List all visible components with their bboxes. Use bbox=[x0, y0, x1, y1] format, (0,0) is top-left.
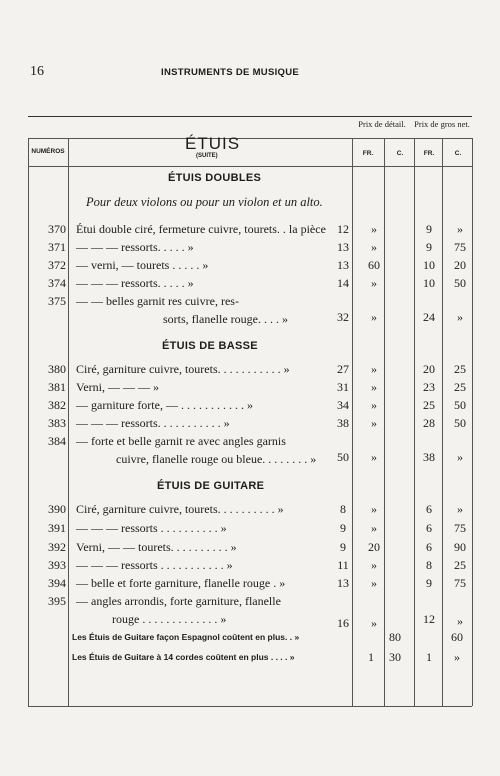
row-description: — garniture forte, — . . . . . . . . . . . » bbox=[76, 398, 253, 412]
page-title: ÉTUIS bbox=[185, 134, 241, 153]
price-gros-fr: 28 bbox=[423, 416, 435, 430]
note-espagnol-gros-c: 60 bbox=[451, 630, 463, 644]
row-number: 371 bbox=[48, 240, 66, 254]
note-14-cordes-gros-c: » bbox=[454, 650, 460, 664]
price-gros-fr: 6 bbox=[426, 521, 432, 535]
price-gros-c: 75 bbox=[454, 576, 466, 590]
table-row bbox=[28, 576, 472, 594]
col-fr2-header: FR. bbox=[423, 150, 435, 157]
price-detail-c: » bbox=[371, 416, 377, 430]
price-gros-c: 50 bbox=[454, 416, 466, 430]
price-detail-fr: 34 bbox=[337, 398, 349, 412]
row-number: 372 bbox=[48, 258, 66, 272]
table-header-bottom bbox=[28, 166, 472, 167]
row-description-continued: sorts, flanelle rouge. . . . » bbox=[163, 312, 288, 326]
price-detail-c: » bbox=[371, 310, 377, 324]
price-detail-c: » bbox=[371, 521, 377, 535]
row-number: 370 bbox=[48, 222, 66, 236]
row-description: Verni, — — — » bbox=[76, 380, 159, 394]
page-number: 16 bbox=[30, 64, 44, 79]
table-header-top bbox=[28, 138, 472, 139]
row-description: Verni, — — tourets. . . . . . . . . . » bbox=[76, 540, 237, 554]
row-number: 374 bbox=[48, 276, 66, 290]
price-gros-c: » bbox=[457, 222, 463, 236]
page-subtitle: (SUITE) bbox=[196, 153, 218, 159]
price-detail-c: » bbox=[371, 240, 377, 254]
price-detail-c: » bbox=[371, 276, 377, 290]
price-detail-fr: 9 bbox=[340, 521, 346, 535]
price-gros-fr: 38 bbox=[423, 450, 435, 464]
note-14-cordes-detail-fr: 1 bbox=[368, 650, 374, 664]
price-detail-fr: 38 bbox=[337, 416, 349, 430]
row-description: — angles arrondis, forte garniture, flanelle bbox=[76, 594, 281, 608]
price-gros-c: 20 bbox=[454, 258, 466, 272]
row-description: — — belles garnit res cuivre, res- bbox=[76, 294, 239, 308]
table-row bbox=[28, 398, 472, 416]
row-number: 390 bbox=[48, 502, 66, 516]
note-14-cordes-gros-fr: 1 bbox=[426, 650, 432, 664]
row-description-continued: rouge . . . . . . . . . . . . . » bbox=[112, 612, 227, 626]
price-detail-fr: 8 bbox=[340, 502, 346, 516]
row-description: — belle et forte garniture, flanelle rouge . » bbox=[76, 576, 286, 590]
table-row bbox=[28, 416, 472, 434]
table-row bbox=[28, 276, 472, 294]
price-detail-fr: 50 bbox=[337, 450, 349, 464]
col-numeros-header: NUMÉROS bbox=[31, 148, 65, 155]
price-detail-fr: 13 bbox=[337, 576, 349, 590]
price-detail-fr: 31 bbox=[337, 380, 349, 394]
note-14-cordes-detail-c: 30 bbox=[389, 650, 401, 664]
price-gros-fr: 10 bbox=[423, 276, 435, 290]
price-gros-header: Prix de gros net. bbox=[414, 119, 470, 129]
table-row bbox=[28, 540, 472, 558]
row-number: 394 bbox=[48, 576, 66, 590]
note-espagnol-detail-c: 80 bbox=[389, 630, 401, 644]
price-detail-c: » bbox=[371, 502, 377, 516]
price-gros-fr: 9 bbox=[426, 240, 432, 254]
price-detail-fr: 14 bbox=[337, 276, 349, 290]
price-gros-c: 75 bbox=[454, 521, 466, 535]
row-number: 395 bbox=[48, 594, 66, 608]
running-title: INSTRUMENTS DE MUSIQUE bbox=[161, 67, 300, 78]
price-gros-c: 25 bbox=[454, 380, 466, 394]
price-detail-fr: 13 bbox=[337, 258, 349, 272]
price-gros-fr: 10 bbox=[423, 258, 435, 272]
price-gros-c: » bbox=[457, 450, 463, 464]
price-detail-fr: 11 bbox=[337, 558, 349, 572]
heading-etuis-doubles: ÉTUIS DOUBLES bbox=[168, 172, 262, 184]
table-row bbox=[28, 558, 472, 576]
row-number: 384 bbox=[48, 434, 66, 448]
table-bottom bbox=[28, 706, 472, 707]
row-number: 380 bbox=[48, 362, 66, 376]
row-number: 391 bbox=[48, 521, 66, 535]
price-gros-fr: 23 bbox=[423, 380, 435, 394]
price-gros-fr: 12 bbox=[423, 612, 435, 626]
price-detail-header: Prix de détail. bbox=[358, 119, 406, 129]
price-gros-c: 50 bbox=[454, 398, 466, 412]
price-gros-fr: 20 bbox=[423, 362, 435, 376]
row-number: 375 bbox=[48, 294, 66, 308]
running-head bbox=[26, 64, 466, 80]
price-gros-c: » bbox=[457, 502, 463, 516]
price-detail-c: 20 bbox=[368, 540, 380, 554]
top-rule bbox=[28, 116, 472, 117]
row-description: — — — ressorts . . . . . . . . . . . » bbox=[76, 558, 233, 572]
row-number: 381 bbox=[48, 380, 66, 394]
col-c2-header: C. bbox=[454, 150, 462, 157]
price-detail-c: » bbox=[371, 398, 377, 412]
price-detail-c: » bbox=[371, 576, 377, 590]
row-description: Étui double ciré, fermeture cuivre, tourets. . la pièce bbox=[76, 222, 326, 236]
price-detail-fr: 32 bbox=[337, 310, 349, 324]
price-gros-c: 90 bbox=[454, 540, 466, 554]
price-detail-c: » bbox=[371, 362, 377, 376]
price-gros-c: 75 bbox=[454, 240, 466, 254]
table-row bbox=[28, 594, 472, 634]
row-description: Ciré, garniture cuivre, tourets. . . . . . . . . . . » bbox=[76, 362, 290, 376]
table-row bbox=[28, 434, 472, 470]
price-detail-fr: 12 bbox=[337, 222, 349, 236]
price-gros-fr: 6 bbox=[426, 502, 432, 516]
table-row bbox=[28, 258, 472, 276]
row-description: — forte et belle garnit re avec angles garnis bbox=[76, 434, 286, 448]
price-gros-c: » bbox=[457, 614, 463, 628]
price-detail-c: » bbox=[371, 558, 377, 572]
price-detail-fr: 13 bbox=[337, 240, 349, 254]
price-gros-c: 25 bbox=[454, 362, 466, 376]
price-gros-fr: 9 bbox=[426, 222, 432, 236]
table-row bbox=[28, 521, 472, 539]
price-gros-c: 25 bbox=[454, 558, 466, 572]
row-description: — — — ressorts. . . . . » bbox=[76, 240, 194, 254]
price-detail-c: 60 bbox=[368, 258, 380, 272]
row-description: — — — ressorts. . . . . . . . . . . » bbox=[76, 416, 230, 430]
row-number: 392 bbox=[48, 540, 66, 554]
price-detail-c: » bbox=[371, 222, 377, 236]
table-row bbox=[28, 362, 472, 380]
col-fr1-header: FR. bbox=[362, 150, 374, 157]
price-gros-fr: 8 bbox=[426, 558, 432, 572]
heading-etuis-guitare: ÉTUIS DE GUITARE bbox=[157, 480, 265, 492]
price-gros-fr: 6 bbox=[426, 540, 432, 554]
table-row bbox=[28, 502, 472, 520]
heading-etuis-basse: ÉTUIS DE BASSE bbox=[162, 340, 258, 352]
note-espagnol: Les Étuis de Guitare façon Espagnol coûtent en plus. . » bbox=[72, 632, 300, 642]
row-description-continued: cuivre, flanelle rouge ou bleue. . . . . . . . » bbox=[116, 452, 317, 466]
price-detail-c: » bbox=[371, 616, 377, 630]
row-number: 393 bbox=[48, 558, 66, 572]
row-description: — — — ressorts. . . . . » bbox=[76, 276, 194, 290]
price-gros-c: 50 bbox=[454, 276, 466, 290]
table-row bbox=[28, 294, 472, 330]
col-c1-header: C. bbox=[396, 150, 404, 157]
price-gros-fr: 24 bbox=[423, 310, 435, 324]
price-detail-fr: 9 bbox=[340, 540, 346, 554]
table-row bbox=[28, 380, 472, 398]
row-description: Ciré, garniture cuivre, tourets. . . . . . . . . . » bbox=[76, 502, 284, 516]
price-gros-fr: 9 bbox=[426, 576, 432, 590]
table-row bbox=[28, 222, 472, 240]
row-number: 383 bbox=[48, 416, 66, 430]
table-row bbox=[28, 240, 472, 258]
note-14-cordes: Les Étuis de Guitare à 14 cordes coûtent en plus . . . . » bbox=[72, 652, 295, 662]
price-detail-c: » bbox=[371, 450, 377, 464]
price-gros-fr: 25 bbox=[423, 398, 435, 412]
price-detail-c: » bbox=[371, 380, 377, 394]
intro-etuis-doubles: Pour deux violons ou pour un violon et un alto. bbox=[86, 195, 323, 209]
price-detail-fr: 16 bbox=[337, 616, 349, 630]
row-number: 382 bbox=[48, 398, 66, 412]
row-description: — verni, — tourets . . . . . » bbox=[76, 258, 209, 272]
price-detail-fr: 27 bbox=[337, 362, 349, 376]
row-description: — — — ressorts . . . . . . . . . . » bbox=[76, 521, 227, 535]
price-gros-c: » bbox=[457, 310, 463, 324]
